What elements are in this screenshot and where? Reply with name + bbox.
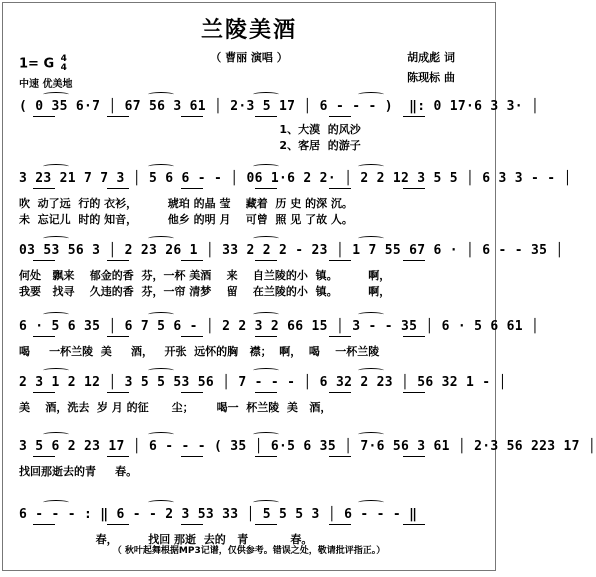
beam-line [329, 260, 351, 261]
slur-mark [148, 312, 174, 317]
slur-mark [43, 500, 69, 505]
tempo-mark: 中速 优美地 [19, 79, 73, 90]
lyric-line: 吹 动了远 行的 衣衫， 琥珀 的晶 莹 藏着 历 史 的深 沉。 [19, 197, 353, 210]
lyric-line: 美 酒，洗去 岁 月 的征 尘； 喝一 杯兰陵 美 酒， [19, 401, 332, 414]
slur-mark [253, 164, 279, 169]
lyric-line: 未 忘记儿 时的 知音， 他乡 的明 月 可曾 照 见 了故 人。 [19, 213, 353, 226]
slur-mark [148, 432, 174, 437]
beam-line [33, 336, 55, 337]
slur-mark [358, 432, 384, 437]
song-title: 兰陵美酒 [200, 17, 297, 43]
slur-mark [358, 236, 384, 241]
lyric-line: 1、大漠 的风沙 [19, 123, 361, 136]
slur-mark [43, 312, 69, 317]
beam-line [33, 116, 55, 117]
slur-mark [358, 312, 384, 317]
slur-mark [43, 92, 69, 97]
lyric-line: 喝 一杯兰陵 美 酒， 开张 远怀的胸 襟； 啊， 喝 一杯兰陵 [19, 345, 380, 358]
beam-line [107, 260, 129, 261]
time-top: 4 [60, 54, 67, 64]
beam-line [329, 524, 351, 525]
slur-mark [43, 368, 69, 373]
singer-credit: （ 曹丽 演唱 ） [210, 51, 288, 64]
slur-mark [148, 368, 174, 373]
lyric-line: 何处 飘来 郁金的香 芬，一杯 美酒 来 自兰陵的小 镇。 啊， [19, 269, 391, 282]
beam-line [329, 116, 351, 117]
notation-row: 6 · 5 6 35 │ 6 7 5 6 - │ 2 2 3 2 66 15 │ 3 - - 35 │ 6 · 5 6 61 │ [19, 319, 540, 334]
beam-line [181, 336, 203, 337]
beam-line [255, 260, 277, 261]
slur-mark [358, 500, 384, 505]
beam-line [107, 188, 129, 189]
beam-line [33, 392, 55, 393]
beam-line [181, 456, 203, 457]
beam-line [33, 260, 55, 261]
lyricist-credit: 胡成彪 词 [407, 51, 455, 64]
beam-line [403, 524, 425, 525]
beam-line [107, 456, 129, 457]
time-bottom: 4 [60, 63, 67, 73]
beam-line [329, 392, 351, 393]
beam-line [255, 336, 277, 337]
beam-line [181, 392, 203, 393]
beam-line [181, 188, 203, 189]
beam-line [33, 524, 55, 525]
score-page [2, 2, 596, 571]
slur-mark [253, 312, 279, 317]
beam-line [107, 392, 129, 393]
beam-line [403, 456, 425, 457]
beam-line [181, 524, 203, 525]
beam-line [181, 116, 203, 117]
slur-mark [358, 92, 384, 97]
slur-mark [358, 368, 384, 373]
notation-row: 3 23 21 7 7 3 │ 5 6 6 - - │ 06 1·6 2 2· │ 2 2 12 3 5 5 │ 6 3 3 - - │ [19, 171, 572, 186]
notation-row: 2 3 1 2 12 │ 3 5 5 53 56 │ 7 - - - │ 6 32 2 23 │ 56 32 1 - │ [19, 375, 507, 390]
beam-line [107, 336, 129, 337]
slur-mark [148, 500, 174, 505]
key-signature [19, 55, 67, 73]
beam-line [255, 524, 277, 525]
beam-line [255, 456, 277, 457]
composer-credit: 陈现标 曲 [407, 71, 455, 84]
lyric-line: 我要 找寻 久违的香 芬，一帘 清梦 留 在兰陵的小 镇。 啊， [19, 285, 391, 298]
beam-line [403, 116, 425, 117]
beam-line [255, 116, 277, 117]
slur-mark [253, 368, 279, 373]
lyric-line: 找回那逝去的青 春。 [19, 465, 138, 478]
slur-mark [253, 92, 279, 97]
beam-line [33, 456, 55, 457]
lyric-line: 春， 找回 那逝 去的 青 春。 [19, 533, 313, 546]
beam-line [403, 392, 425, 393]
slur-mark [43, 164, 69, 169]
slur-mark [148, 236, 174, 241]
time-signature [61, 55, 67, 73]
footnote: （ 秋叶起舞根据MP3记谱，仅供参考。错误之处，敬请批评指正。） [112, 546, 386, 556]
slur-mark [148, 92, 174, 97]
beam-line [329, 188, 351, 189]
slur-mark [253, 500, 279, 505]
slur-mark [148, 164, 174, 169]
notation-row: 03 53 56 3 │ 2 23 26 1 │ 33 2 2 2 - 23 │ 1 7 55 67 6 · │ 6 - - 35 │ [19, 243, 564, 258]
key-label: 1= G [19, 56, 55, 72]
beam-line [403, 260, 425, 261]
beam-line [107, 116, 129, 117]
beam-line [33, 188, 55, 189]
slur-mark [43, 432, 69, 437]
beam-line [255, 392, 277, 393]
beam-line [107, 524, 129, 525]
beam-line [329, 336, 351, 337]
notation-row: 3 5 6 2 23 17 │ 6 - - - ( 35 │ 6·5 6 35 │ 7·6 56 3 61 │ 2·3 56 223 17 │ [19, 439, 596, 454]
notation-row: 6 - - - : ‖ 6 - - 2 3 53 33 │ 5 5 5 3 │ 6 - - - ‖ [19, 507, 418, 522]
beam-line [403, 336, 425, 337]
lyric-line: 2、客居 的游子 [19, 139, 361, 152]
slur-mark [253, 432, 279, 437]
slur-mark [358, 164, 384, 169]
slur-mark [253, 236, 279, 241]
beam-line [255, 188, 277, 189]
beam-line [329, 456, 351, 457]
beam-line [181, 260, 203, 261]
beam-line [403, 188, 425, 189]
slur-mark [43, 236, 69, 241]
notation-row: ( 0 35 6·7 │ 67 56 3 61 │ 2·3 5 17 │ 6 - - - ) ‖: 0 17·6 3 3· │ [19, 99, 540, 114]
